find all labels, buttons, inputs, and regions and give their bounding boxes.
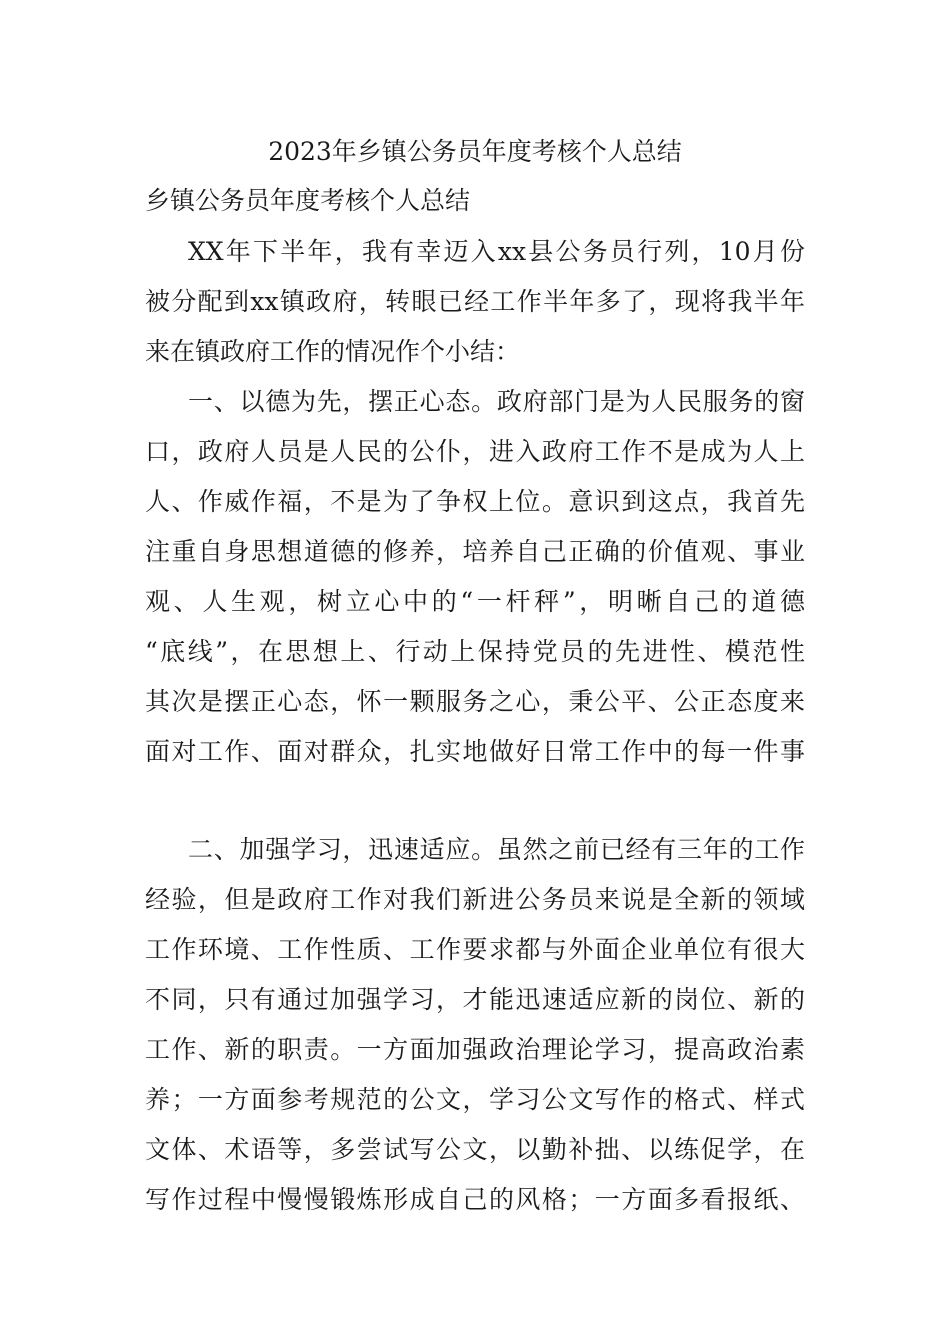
paragraph-line: 二、加强学习，迅速适应。虽然之前已经有三年的工作: [188, 835, 805, 864]
paragraph-line: 来在镇政府工作的情况作个小结：: [145, 337, 521, 366]
paragraph-line: “底线”，在思想上、行动上保持党员的先进性、模范性: [145, 637, 805, 666]
paragraph-line: 工作、新的职责。一方面加强政治理论学习，提高政治素: [145, 1035, 805, 1064]
paragraph-line: 注重自身思想道德的修养，培养自己正确的价值观、事业: [145, 537, 805, 566]
document-title: 2023年乡镇公务员年度考核个人总结: [268, 137, 682, 166]
paragraph-line: 口，政府人员是人民的公仆，进入政府工作不是成为人上: [145, 437, 805, 466]
paragraph-line: 养；一方面参考规范的公文，学习公文写作的格式、样式: [145, 1085, 805, 1114]
paragraph-line: XX年下半年，我有幸迈入xx县公务员行列，10月份: [188, 237, 805, 266]
paragraph-line: 写作过程中慢慢锻炼形成自己的风格；一方面多看报纸、: [145, 1185, 805, 1214]
paragraph-line: 不同，只有通过加强学习，才能迅速适应新的岗位、新的: [145, 985, 805, 1014]
paragraph-line: 观、人生观，树立心中的“一杆秤”，明晰自己的道德: [145, 587, 805, 616]
paragraph-line: 面对工作、面对群众，扎实地做好日常工作中的每一件事: [145, 737, 805, 766]
paragraph-line: 经验，但是政府工作对我们新进公务员来说是全新的领域: [145, 885, 805, 914]
paragraph-line: 一、以德为先，摆正心态。政府部门是为人民服务的窗: [188, 387, 805, 416]
document-subtitle: 乡镇公务员年度考核个人总结: [145, 186, 471, 215]
paragraph-line: 工作环境、工作性质、工作要求都与外面企业单位有很大: [145, 935, 805, 964]
paragraph-line: 被分配到xx镇政府，转眼已经工作半年多了，现将我半年: [145, 287, 805, 316]
paragraph-line: 其次是摆正心态，怀一颗服务之心，秉公平、公正态度来: [145, 687, 805, 716]
paragraph-line: 人、作威作福，不是为了争权上位。意识到这点，我首先: [145, 487, 805, 516]
paragraph-line: 文体、术语等，多尝试写公文，以勤补拙、以练促学，在: [145, 1135, 805, 1164]
